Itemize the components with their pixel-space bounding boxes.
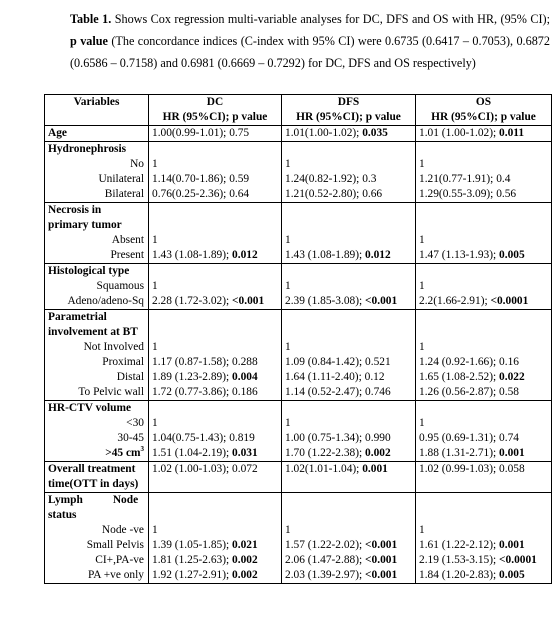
header-row (45, 95, 552, 111)
table-row: time(OTT in days) (45, 477, 552, 493)
header-dc-sub: HR (95%CI); p value (149, 110, 282, 126)
table-row: Squamous 1 1 1 (45, 279, 552, 294)
table-row: Present 1.43 (1.08-1.89); 0.012 1.43 (1.08-1.89); 0.012 1.47 (1.13-1.93); 0.005 (45, 248, 552, 264)
header-dfs: DFS (282, 95, 416, 111)
row-label: HR-CTV volume (45, 401, 149, 417)
header-dfs-sub: HR (95%CI); p value (282, 110, 416, 126)
row-label: Parametrial (45, 310, 149, 326)
table-row: Not Involved 1 1 1 (45, 340, 552, 355)
table-row-hrctv-header (45, 401, 552, 417)
row-label: Histological type (45, 264, 149, 280)
table-row-necrosis-header (45, 203, 552, 219)
cell-dfs: 1.01(1.00-1.02); 0.035 (282, 126, 416, 142)
table-row: 30-45 1.04(0.75-1.43); 0.819 1.00 (0.75-1.34); 0.990 0.95 (0.69-1.31); 0.74 (45, 431, 552, 446)
table-row: No 1 1 1 (45, 157, 552, 172)
table-row-lymph-header (45, 493, 552, 509)
row-label: Overall treatment (45, 462, 149, 478)
table-row: Adeno/adeno-Sq 2.28 (1.72-3.02); <0.001 2.39 (1.85-3.08); <0.001 2.2(1.66-2.91); <0.0001 (45, 294, 552, 310)
row-label: Necrosis in (45, 203, 149, 219)
table-row: CI+,PA-ve 1.81 (1.25-2.63); 0.002 2.06 (1.47-2.88); <0.001 2.19 (1.53-3.15); <0.0001 (45, 553, 552, 568)
caption-text-2: (The concordance indices (C-index with 95% CI) were 0.6735 (0.6417 – 0.7053), 0.6872 (0.6586 – 0.7158) and 0.6981 (0.6669 – 0.7292) for DC, DFS and OS respectively) (70, 34, 550, 70)
table-row: Node -ve 1 1 1 (45, 523, 552, 538)
table-row-histological-header (45, 264, 552, 280)
caption-prefix: Table 1. (70, 12, 112, 26)
cox-regression-table (44, 94, 552, 584)
caption-p-label: p value (70, 34, 108, 48)
table-row: status (45, 508, 552, 523)
table-row-ott: Overall treatment 1.02 (1.00-1.03); 0.072 1.02(1.01-1.04); 0.001 1.02 (0.99-1.03); 0.058 (45, 462, 552, 478)
table-row: Unilateral 1.14(0.70-1.86); 0.59 1.24(0.82-1.92); 0.3 1.21(0.77-1.91); 0.4 (45, 172, 552, 187)
caption-text-1: Shows Cox regression multi-variable analyses for DC, DFS and OS with HR, (95% CI); (111, 12, 550, 26)
cell-dc: 1.00(0.99-1.01); 0.75 (149, 126, 282, 142)
table-row: Absent 1 1 1 (45, 233, 552, 248)
table-row-hydronephrosis-header (45, 142, 552, 158)
header-subrow (45, 110, 552, 126)
row-label: Age (45, 126, 149, 142)
table-caption (70, 8, 550, 74)
header-os: OS (416, 95, 552, 111)
table-row-parametrial-header (45, 310, 552, 326)
table-row: Bilateral 0.76(0.25-2.36); 0.64 1.21(0.52-2.80); 0.66 1.29(0.55-3.09); 0.56 (45, 187, 552, 203)
row-label: Hydronephrosis (45, 142, 149, 158)
table-row: To Pelvic wall 1.72 (0.77-3.86); 0.186 1.14 (0.52-2.47); 0.746 1.26 (0.56-2.87); 0.58 (45, 385, 552, 401)
header-dc: DC (149, 95, 282, 111)
table-row-age (45, 126, 552, 142)
table-row: Proximal 1.17 (0.87-1.58); 0.288 1.09 (0.84-1.42); 0.521 1.24 (0.92-1.66); 0.16 (45, 355, 552, 370)
table-row: involvement at BT (45, 325, 552, 340)
table-row: <30 1 1 1 (45, 416, 552, 431)
cell-os: 1.01 (1.00-1.02); 0.011 (416, 126, 552, 142)
header-os-sub: HR (95%CI); p value (416, 110, 552, 126)
table-row: PA +ve only 1.92 (1.27-2.91); 0.002 2.03 (1.39-2.97); <0.001 1.84 (1.20-2.83); 0.005 (45, 568, 552, 584)
header-variables: Variables (45, 95, 149, 111)
table-row: Distal 1.89 (1.23-2.89); 0.004 1.64 (1.11-2.40); 0.12 1.65 (1.08-2.52); 0.022 (45, 370, 552, 385)
row-label: Lymph Node (45, 493, 149, 509)
table-row: Small Pelvis 1.39 (1.05-1.85); 0.021 1.57 (1.22-2.02); <0.001 1.61 (1.22-2.12); 0.001 (45, 538, 552, 553)
table-row: primary tumor (45, 218, 552, 233)
table-row: >45 $cm^3$ 1.51 (1.04-2.19); 0.031 1.70 (1.22-2.38); 0.002 1.88 (1.31-2.71); 0.001 (45, 446, 552, 462)
